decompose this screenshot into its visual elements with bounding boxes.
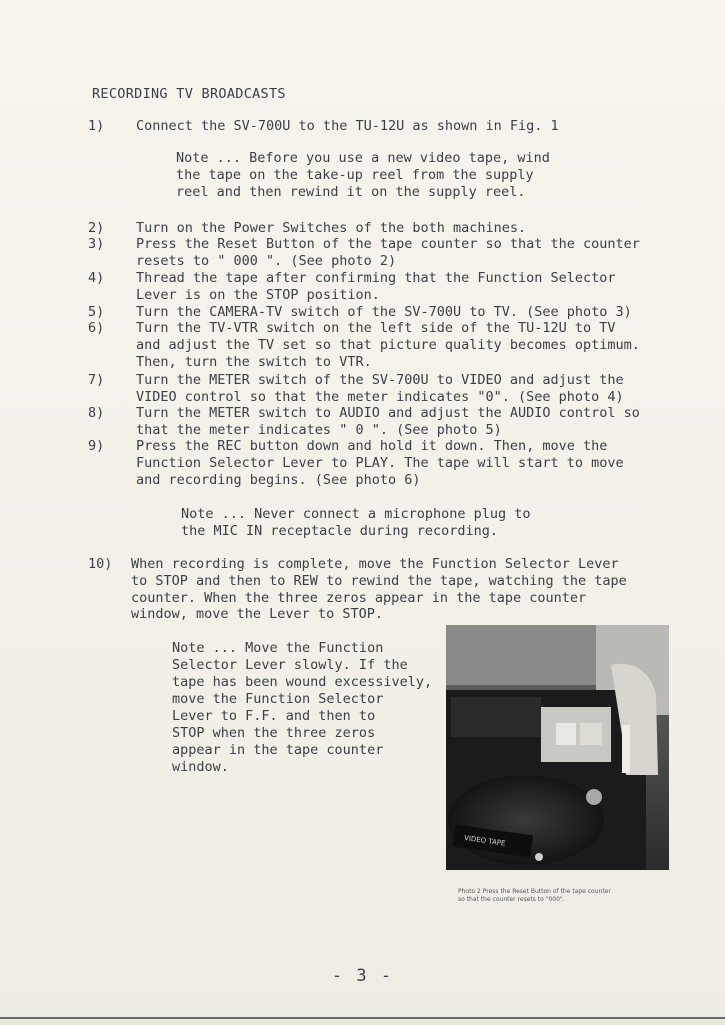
step-7 — [88, 372, 675, 406]
step-4 — [88, 270, 675, 304]
photo-reset-button — [446, 625, 669, 870]
step-number: 1) — [88, 118, 105, 134]
step-5 — [88, 304, 675, 321]
step-text: Turn the CAMERA-TV switch of the SV-700U to TV. (See photo 3) — [136, 304, 632, 320]
step-9 — [88, 438, 675, 488]
step-3 — [88, 236, 675, 270]
page-edge-shadow — [0, 1019, 725, 1025]
step-number: 3) — [88, 236, 105, 252]
note-new-tape: Note ... Before you use a new video tape, wind the tape on the take-up reel from the supply reel and then rewind it on the supply reel. — [176, 150, 550, 200]
tape-recorder-photo — [446, 625, 669, 870]
step-number: 2) — [88, 220, 105, 236]
step-number: 6) — [88, 320, 105, 336]
page-number: - 3 - — [331, 966, 394, 986]
step-2 — [88, 220, 675, 237]
step-text: Turn the METER switch of the SV-700U to VIDEO and adjust the VIDEO control so that the meter indicates "0". (See photo 4) — [136, 372, 624, 405]
note-move-lever: Note ... Move the Function Selector Lever slowly. If the tape has been wound excessively, move the Function Selector Lever to F.F. and then to STOP when the three zeros appear in the tape counter window. — [172, 640, 433, 775]
step-text: Turn the TV-VTR switch on the left side of the TU-12U to TV and adjust the TV set so that picture quality becomes optimum. Then, turn the switch to VTR. — [136, 320, 640, 370]
photo-caption: Photo 2 Press the Reset Button of the tape counter so that the counter resets to "000". — [458, 888, 611, 903]
step-number: 5) — [88, 304, 105, 320]
step-text: Turn on the Power Switches of the both machines. — [136, 220, 527, 236]
note-mic-in: Note ... Never connect a microphone plug to the MIC IN receptacle during recording. — [181, 506, 531, 539]
step-number: 9) — [88, 438, 105, 454]
step-number: 8) — [88, 405, 105, 421]
step-number: 7) — [88, 372, 105, 388]
step-text: Turn the METER switch to AUDIO and adjust the AUDIO control so that the meter indicates " 0 ". (See photo 5) — [136, 405, 640, 438]
video-tape-label: VIDEO TAPE — [463, 833, 506, 848]
step-text: Connect the SV-700U to the TU-12U as shown in Fig. 1 — [136, 118, 559, 134]
step-text: Press the REC button down and hold it down. Then, move the Function Selector Lever to PLAY. The tape will start to move and recording begins. (See photo 6) — [136, 438, 624, 488]
step-8 — [88, 405, 675, 439]
step-text: Thread the tape after confirming that the Function Selector Lever is on the STOP position. — [136, 270, 616, 303]
step-text: When recording is complete, move the Function Selector Lever to STOP and then to REW to rewind the tape, watching the tape counter. When the three zeros appear in the tape counter window, move the Lever to STOP. — [131, 556, 627, 623]
step-number: 10) — [88, 556, 113, 572]
section-heading: RECORDING TV BROADCASTS — [92, 86, 286, 102]
step-number: 4) — [88, 270, 105, 286]
step-10 — [88, 556, 675, 623]
step-1 — [88, 118, 675, 135]
step-text: Press the Reset Button of the tape counter so that the counter resets to " 000 ". (See photo 2) — [136, 236, 640, 269]
step-6 — [88, 320, 675, 370]
